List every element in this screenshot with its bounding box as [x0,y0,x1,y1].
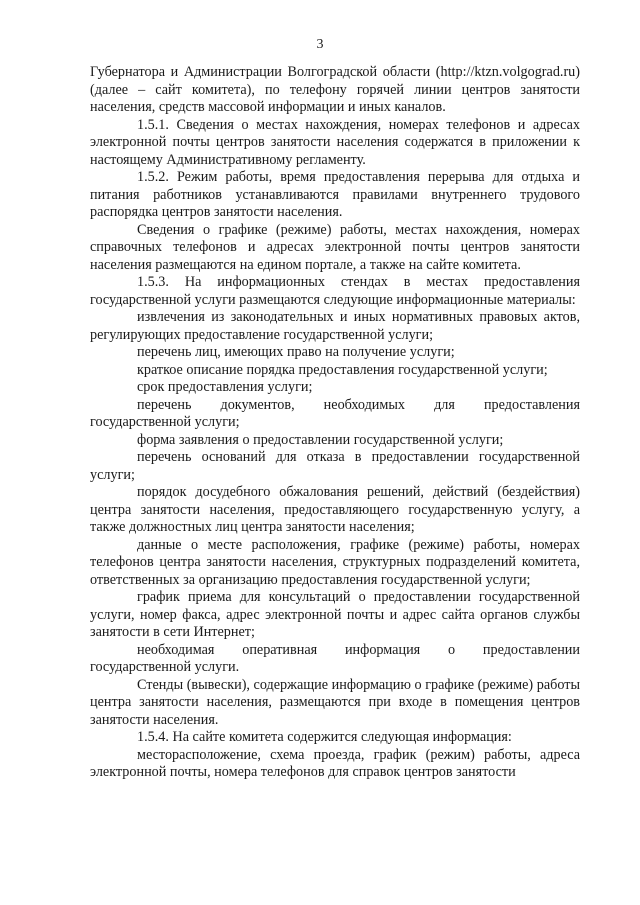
paragraph: 1.5.3. На информационных стендах в местах предоставления государственной услуги размещаются следующие информационные материалы: [90,274,580,308]
paragraph: порядок досудебного обжалования решений, действий (бездействия) центра занятости населения, предоставляющего государственную услугу, а также должностных лиц центра занятости населения; [90,484,580,535]
paragraph: Губернатора и Администрации Волгоградской области (http://ktzn.volgograd.ru) (далее – сайт комитета), по телефону горячей линии центров занятости населения, средств массовой информации и иных каналов. [90,64,580,115]
paragraph: Сведения о графике (режиме) работы, местах нахождения, номерах справочных телефонов и адресах электронной почты центров занятости населения размещаются на едином портале, а также на сайте комитета. [90,221,580,273]
paragraph: срок предоставления услуги; [137,379,313,395]
paragraph: перечень документов, необходимых для предоставления государственной услуги; [90,396,580,430]
paragraph: месторасположение, схема проезда, график (режим) работы, адреса электронной почты, номера телефонов для справок центров занятости [90,746,580,780]
paragraph: необходимая оперативная информация о предоставлении государственной услуги. [90,641,580,675]
paragraph: 1.5.1. Сведения о местах нахождения, номерах телефонов и адресах электронной почты центров занятости населения содержатся в приложении к настоящему Административному регламенту. [90,116,580,168]
paragraph: Стенды (вывески), содержащие информацию о графике (режиме) работы центра занятости населения, размещаются при входе в помещения центров занятости населения. [90,676,580,728]
page-number: 3 [316,37,324,52]
paragraph: краткое описание порядка предоставления государственной услуги; [137,361,548,378]
document-body [90,64,580,782]
paragraph: перечень лиц, имеющих право на получение услуги; [137,344,455,360]
paragraph: 1.5.2. Режим работы, время предоставления перерыва для отдыха и питания работников устанавливаются правилами внутреннего трудового распорядка центров занятости населения. [90,169,580,220]
paragraph: график приема для консультаций о предоставлении государственной услуги, номер факса, адрес электронной почты и адрес сайта органов службы занятости в сети Интернет; [90,589,580,640]
paragraph: извлечения из законодательных и иных нормативных правовых актов, регулирующих предоставление государственной услуги; [90,309,580,343]
paragraph: 1.5.4. На сайте комитета содержится следующая информация: [137,729,512,745]
paragraph: данные о месте расположения, графике (режиме) работы, номерах телефонов центра занятости населения, структурных подразделений комитета, ответственных за организацию предоставления государственной услуги; [90,536,580,588]
paragraph: форма заявления о предоставлении государственной услуги; [137,431,504,448]
paragraph: перечень оснований для отказа в предоставлении государственной услуги; [90,449,580,483]
